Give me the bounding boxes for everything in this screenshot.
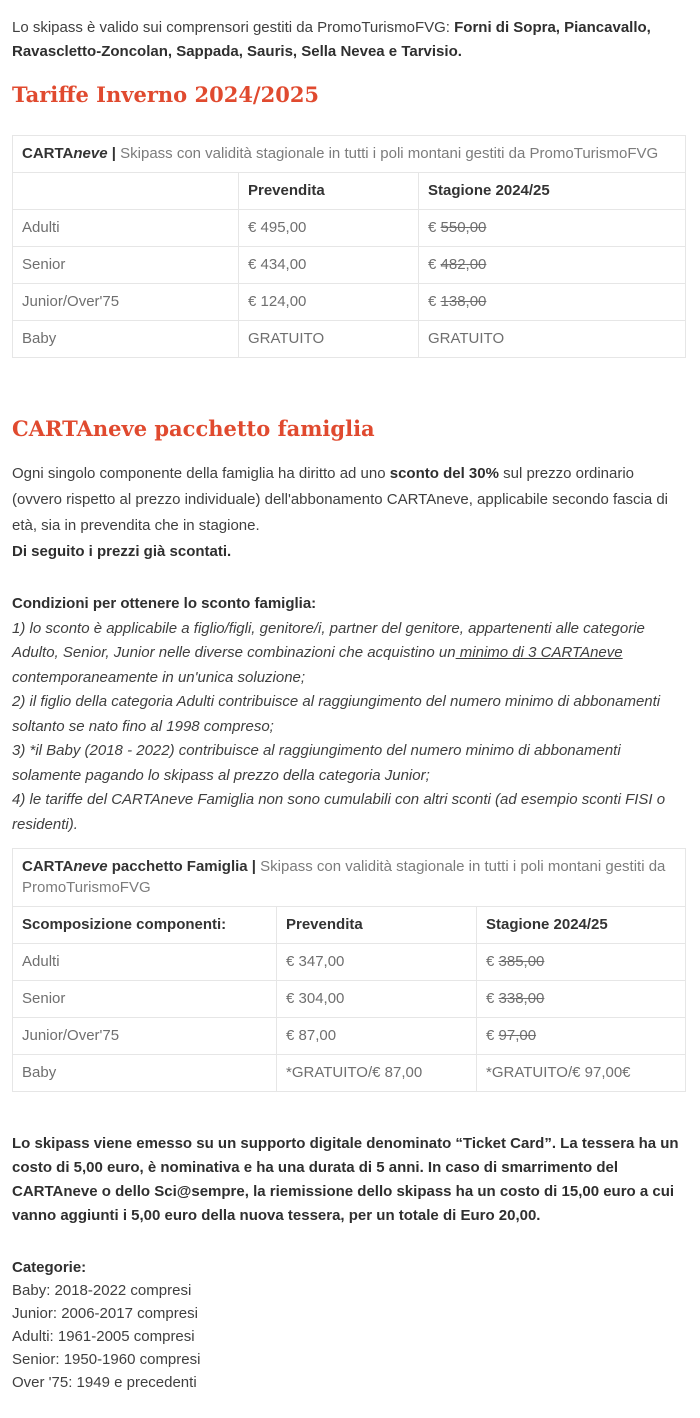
category-junior: Junior: 2006-2017 compresi (12, 1305, 198, 1322)
label-cell: Senior (13, 247, 239, 284)
sconto-text-2: sul prezzo ordinario (ovvero rispetto al prezzo individuale) dell'abbonamento CARTAneve, applicabile secondo fascia di età, sia in prevendita che in stagione. (12, 465, 669, 534)
stagione-cell (477, 944, 686, 981)
caption-separator: | (107, 145, 121, 162)
caption-description: Skipass con validità stagionale in tutti i poli montani gestiti da PromoTurismoFVG (120, 145, 659, 162)
label-cell: Junior/Over'75 (13, 284, 239, 321)
price-prefix: € (486, 953, 499, 970)
category-adulti: Adulti: 1961-2005 compresi (12, 1328, 195, 1345)
caption-brand: CARTA (22, 145, 74, 162)
category-baby: Baby: 2018-2022 compresi (12, 1282, 192, 1299)
table-row (13, 1055, 686, 1092)
stagione-cell (477, 1018, 686, 1055)
section-heading-tariffe: Tariffe Inverno 2024/2025 (12, 82, 320, 107)
header-stagione: Stagione 2024/25 (419, 173, 686, 210)
sconto-30-bold: sconto del 30% (389, 465, 499, 482)
table-caption-row (13, 136, 686, 173)
prevendita-cell: € 87,00 (277, 1018, 477, 1055)
intro-text: Lo skipass è valido sui comprensori gestiti da PromoTurismoFVG: (12, 19, 455, 36)
table-row (13, 944, 686, 981)
table-row (13, 981, 686, 1018)
stagione-cell (419, 284, 686, 321)
prezzi-scontati-bold: Di seguito i prezzi già scontati. (12, 543, 232, 560)
prevendita-cell: € 304,00 (277, 981, 477, 1018)
table-caption-row (13, 849, 686, 907)
header-prevendita: Prevendita (277, 907, 477, 944)
table-row (13, 247, 686, 284)
price-prefix: € (486, 1027, 499, 1044)
table-row (13, 284, 686, 321)
category-senior: Senior: 1950-1960 compresi (12, 1351, 201, 1368)
prevendita-cell: € 434,00 (239, 247, 419, 284)
header-empty (13, 173, 239, 210)
price-prefix: € (428, 219, 441, 236)
condition-1-underlined: minimo di 3 CARTAneve (455, 644, 623, 661)
table-caption (13, 849, 686, 907)
price-prefix: *GRATUITO/€ 97,00€ (486, 1064, 631, 1081)
label-cell: Baby (13, 1055, 277, 1092)
categories-block (12, 1256, 686, 1394)
price-prefix: GRATUITO (428, 330, 505, 347)
prevendita-cell: € 347,00 (277, 944, 477, 981)
condition-1-text: 1) lo sconto è applicabile a figlio/figli, genitore/i, partner del genitore, appartenenti alle categorie Adulto, Senior, Junior nelle diverse combinazioni che acquistino un (12, 619, 645, 661)
prevendita-cell: *GRATUITO/€ 87,00 (277, 1055, 477, 1092)
table-row (13, 321, 686, 358)
price-prefix: € (428, 256, 441, 273)
price-prefix: € (428, 293, 441, 310)
price-prefix: € (486, 990, 499, 1007)
stagione-cell (419, 210, 686, 247)
price-strikethrough: 550,00 (440, 219, 487, 236)
conditions-block (12, 592, 686, 837)
condition-1-text-end: contemporaneamente in un'unica soluzione; (12, 668, 306, 686)
category-over75: Over '75: 1949 e precedenti (12, 1374, 197, 1391)
caption-brand: CARTA (22, 858, 74, 875)
header-scomposizione: Scomposizione componenti: (13, 907, 277, 944)
intro-resorts-bold: Forni di Sopra, Piancavallo, Ravascletto-Zoncolan, Sappada, Sauris, Sella Nevea e Tarvisio. (12, 19, 651, 60)
stagione-cell (477, 1055, 686, 1092)
caption-brand-italic: neve (73, 858, 108, 875)
famiglia-price-table (12, 848, 686, 1092)
sconto-text-1: Ogni singolo componente della famiglia ha diritto ad uno (12, 465, 390, 482)
prevendita-cell: € 124,00 (239, 284, 419, 321)
prevendita-cell: € 495,00 (239, 210, 419, 247)
price-strikethrough: 385,00 (498, 953, 545, 970)
condition-item-3: 3) *il Baby (2018 - 2022) contribuisce al raggiungimento del numero minimo di abbonamenti solamente pagando lo skipass al prezzo della categoria Junior; (12, 742, 621, 784)
condition-item-1 (12, 620, 645, 686)
header-stagione: Stagione 2024/25 (477, 907, 686, 944)
label-cell: Senior (13, 981, 277, 1018)
ticket-card-paragraph: Lo skipass viene emesso su un supporto digitale denominato “Ticket Card”. La tessera ha un costo di 5,00 euro, è nominativa e ha una durata di 5 anni. In caso di smarrimento del CARTAneve o dello Sci@sempre, la riemissione dello skipass ha un costo di 15,00 euro a cui vanno aggiunti i 5,00 euro della nuova tessera, per un totale di Euro 20,00. (12, 1135, 679, 1224)
categories-title: Categorie: (12, 1259, 87, 1276)
table-header-row (13, 173, 686, 210)
table-row (13, 1018, 686, 1055)
stagione-cell (419, 247, 686, 284)
price-strikethrough: 97,00 (498, 1027, 537, 1044)
prevendita-cell: GRATUITO (239, 321, 419, 358)
condition-item-2: 2) il figlio della categoria Adulti contribuisce al raggiungimento del numero minimo di abbonamenti soltanto se nato fino al 1998 compreso; (12, 693, 661, 735)
cartaneve-price-table (12, 135, 686, 358)
condition-item-4: 4) le tariffe del CARTAneve Famiglia non sono cumulabili con altri sconti (ad esempio sconti FISI o residenti). (12, 791, 666, 833)
table-row (13, 210, 686, 247)
table-header-row (13, 907, 686, 944)
price-strikethrough: 338,00 (498, 990, 545, 1007)
price-strikethrough: 482,00 (440, 256, 487, 273)
stagione-cell (477, 981, 686, 1018)
section-heading-pacchetto-famiglia: CARTAneve pacchetto famiglia (12, 416, 375, 441)
label-cell: Adulti (13, 210, 239, 247)
stagione-cell (419, 321, 686, 358)
sconto-paragraph (12, 461, 686, 565)
caption-brand-italic: neve (73, 145, 108, 162)
intro-paragraph (12, 16, 686, 64)
price-strikethrough: 138,00 (440, 293, 487, 310)
label-cell: Adulti (13, 944, 277, 981)
caption-separator: pacchetto Famiglia | (107, 858, 261, 875)
table-caption (13, 136, 686, 173)
conditions-title: Condizioni per ottenere lo sconto famiglia: (12, 595, 317, 612)
label-cell: Baby (13, 321, 239, 358)
header-prevendita: Prevendita (239, 173, 419, 210)
label-cell: Junior/Over'75 (13, 1018, 277, 1055)
caption-description: Skipass con validità stagionale in tutti i poli montani gestiti da PromoTurismoFVG (22, 858, 666, 896)
